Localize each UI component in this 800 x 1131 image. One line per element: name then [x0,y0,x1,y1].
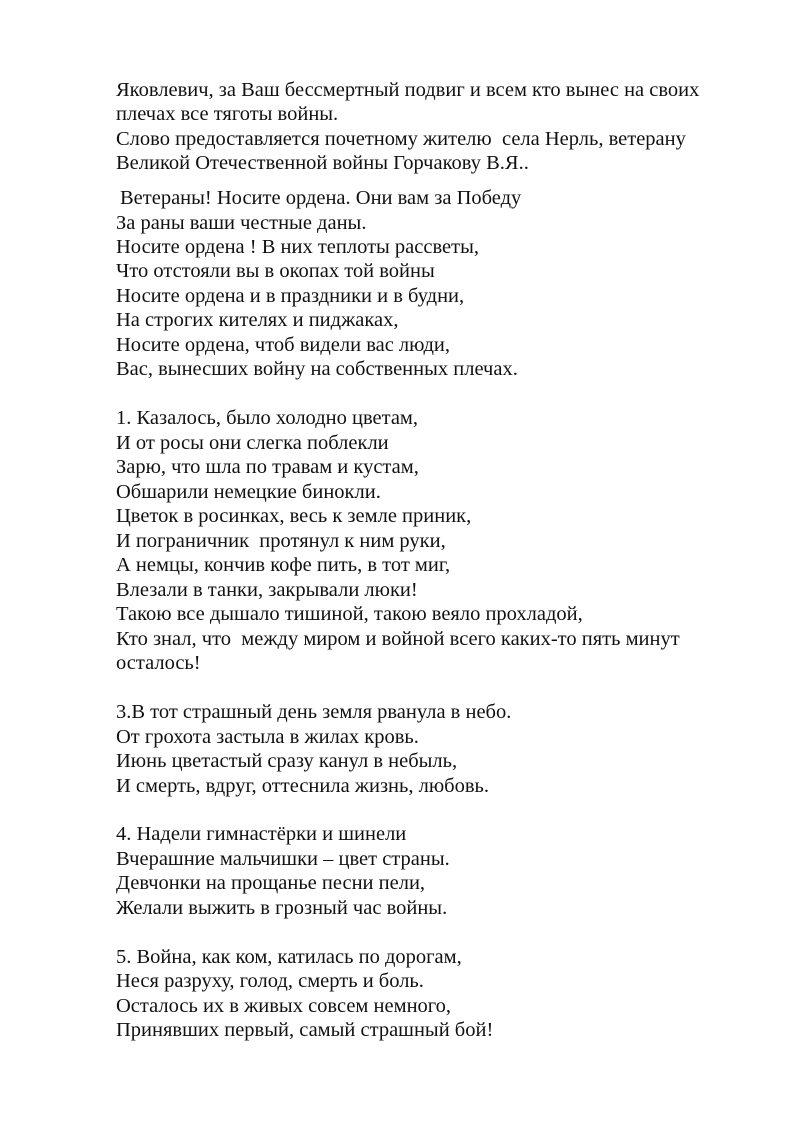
poem-line: И смерть, вдруг, оттеснила жизнь, любовь. [116,775,489,797]
poem-line: Носите ордена, чтоб видели вас люди, [116,334,450,356]
poem-line: Вас, вынесших войну на собственных плечах. [116,358,518,380]
poem-line: Обшарили немецкие бинокли. [116,481,381,503]
poem-line: Июнь цветастый сразу канул в небыль, [116,750,458,772]
poem-line: 1. Казалось, было холодно цветам, [116,407,419,429]
poem-line: Носите ордена ! В них теплоты рассветы, [116,236,479,258]
poem-line: Зарю, что шла по травам и кустам, [116,456,419,478]
poem-line: Желали выжить в грозный час войны. [116,897,448,919]
poem-line: Такою все дышало тишиной, такою веяло прохладой, [116,603,583,625]
poem-line: осталось! [116,652,201,674]
poem-line: Осталось их в живых совсем немного, [116,995,452,1017]
poem-line: И пограничник протянул к ним руки, [116,530,446,552]
poem-line: Неся разруху, голод, смерть и боль. [116,970,424,992]
poem-line: 3.В тот страшный день земля рванула в небо. [116,701,512,723]
intro-line: Слово предоставляется почетному жителю села Нерль, ветерану [116,128,686,150]
poem-line: Носите ордена и в праздники и в будни, [116,285,465,307]
poem-line: За раны ваши честные даны. [116,212,367,234]
intro-line: Великой Отечественной войны Горчакову В.Я.. [116,152,529,174]
poem-line: Девчонки на прощанье песни пели, [116,872,426,894]
poem-line: Принявших первый, самый страшный бой! [116,1019,494,1041]
intro-line: плечах все тяготы войны. [116,103,339,125]
poem-line: А немцы, кончив кофе пить, в тот миг, [116,554,451,576]
poem-line: Вчерашние мальчишки – цвет страны. [116,848,450,870]
poem-line: Что отстояли вы в окопах той войны [116,260,435,282]
poem-line: И от росы они слегка поблекли [116,432,389,454]
poem-line: 5. Война, как ком, катилась по дорогам, [116,946,462,968]
intro-line: Яковлевич, за Ваш бессмертный подвиг и всем кто вынес на своих [116,79,700,101]
poem-line: Цветок в росинках, весь к земле приник, [116,505,472,527]
poem-line: 4. Надели гимнастёрки и шинели [116,823,407,845]
poem-line: На строгих кителях и пиджаках, [116,309,399,331]
poem-line: Ветераны! Носите ордена. Они вам за Победу [120,187,522,209]
poem-line: От грохота застыла в жилах кровь. [116,726,419,748]
poem-line: Кто знал, что между миром и войной всего каких-то пять минут [116,628,680,650]
poem-line: Влезали в танки, закрывали люки! [116,579,418,601]
